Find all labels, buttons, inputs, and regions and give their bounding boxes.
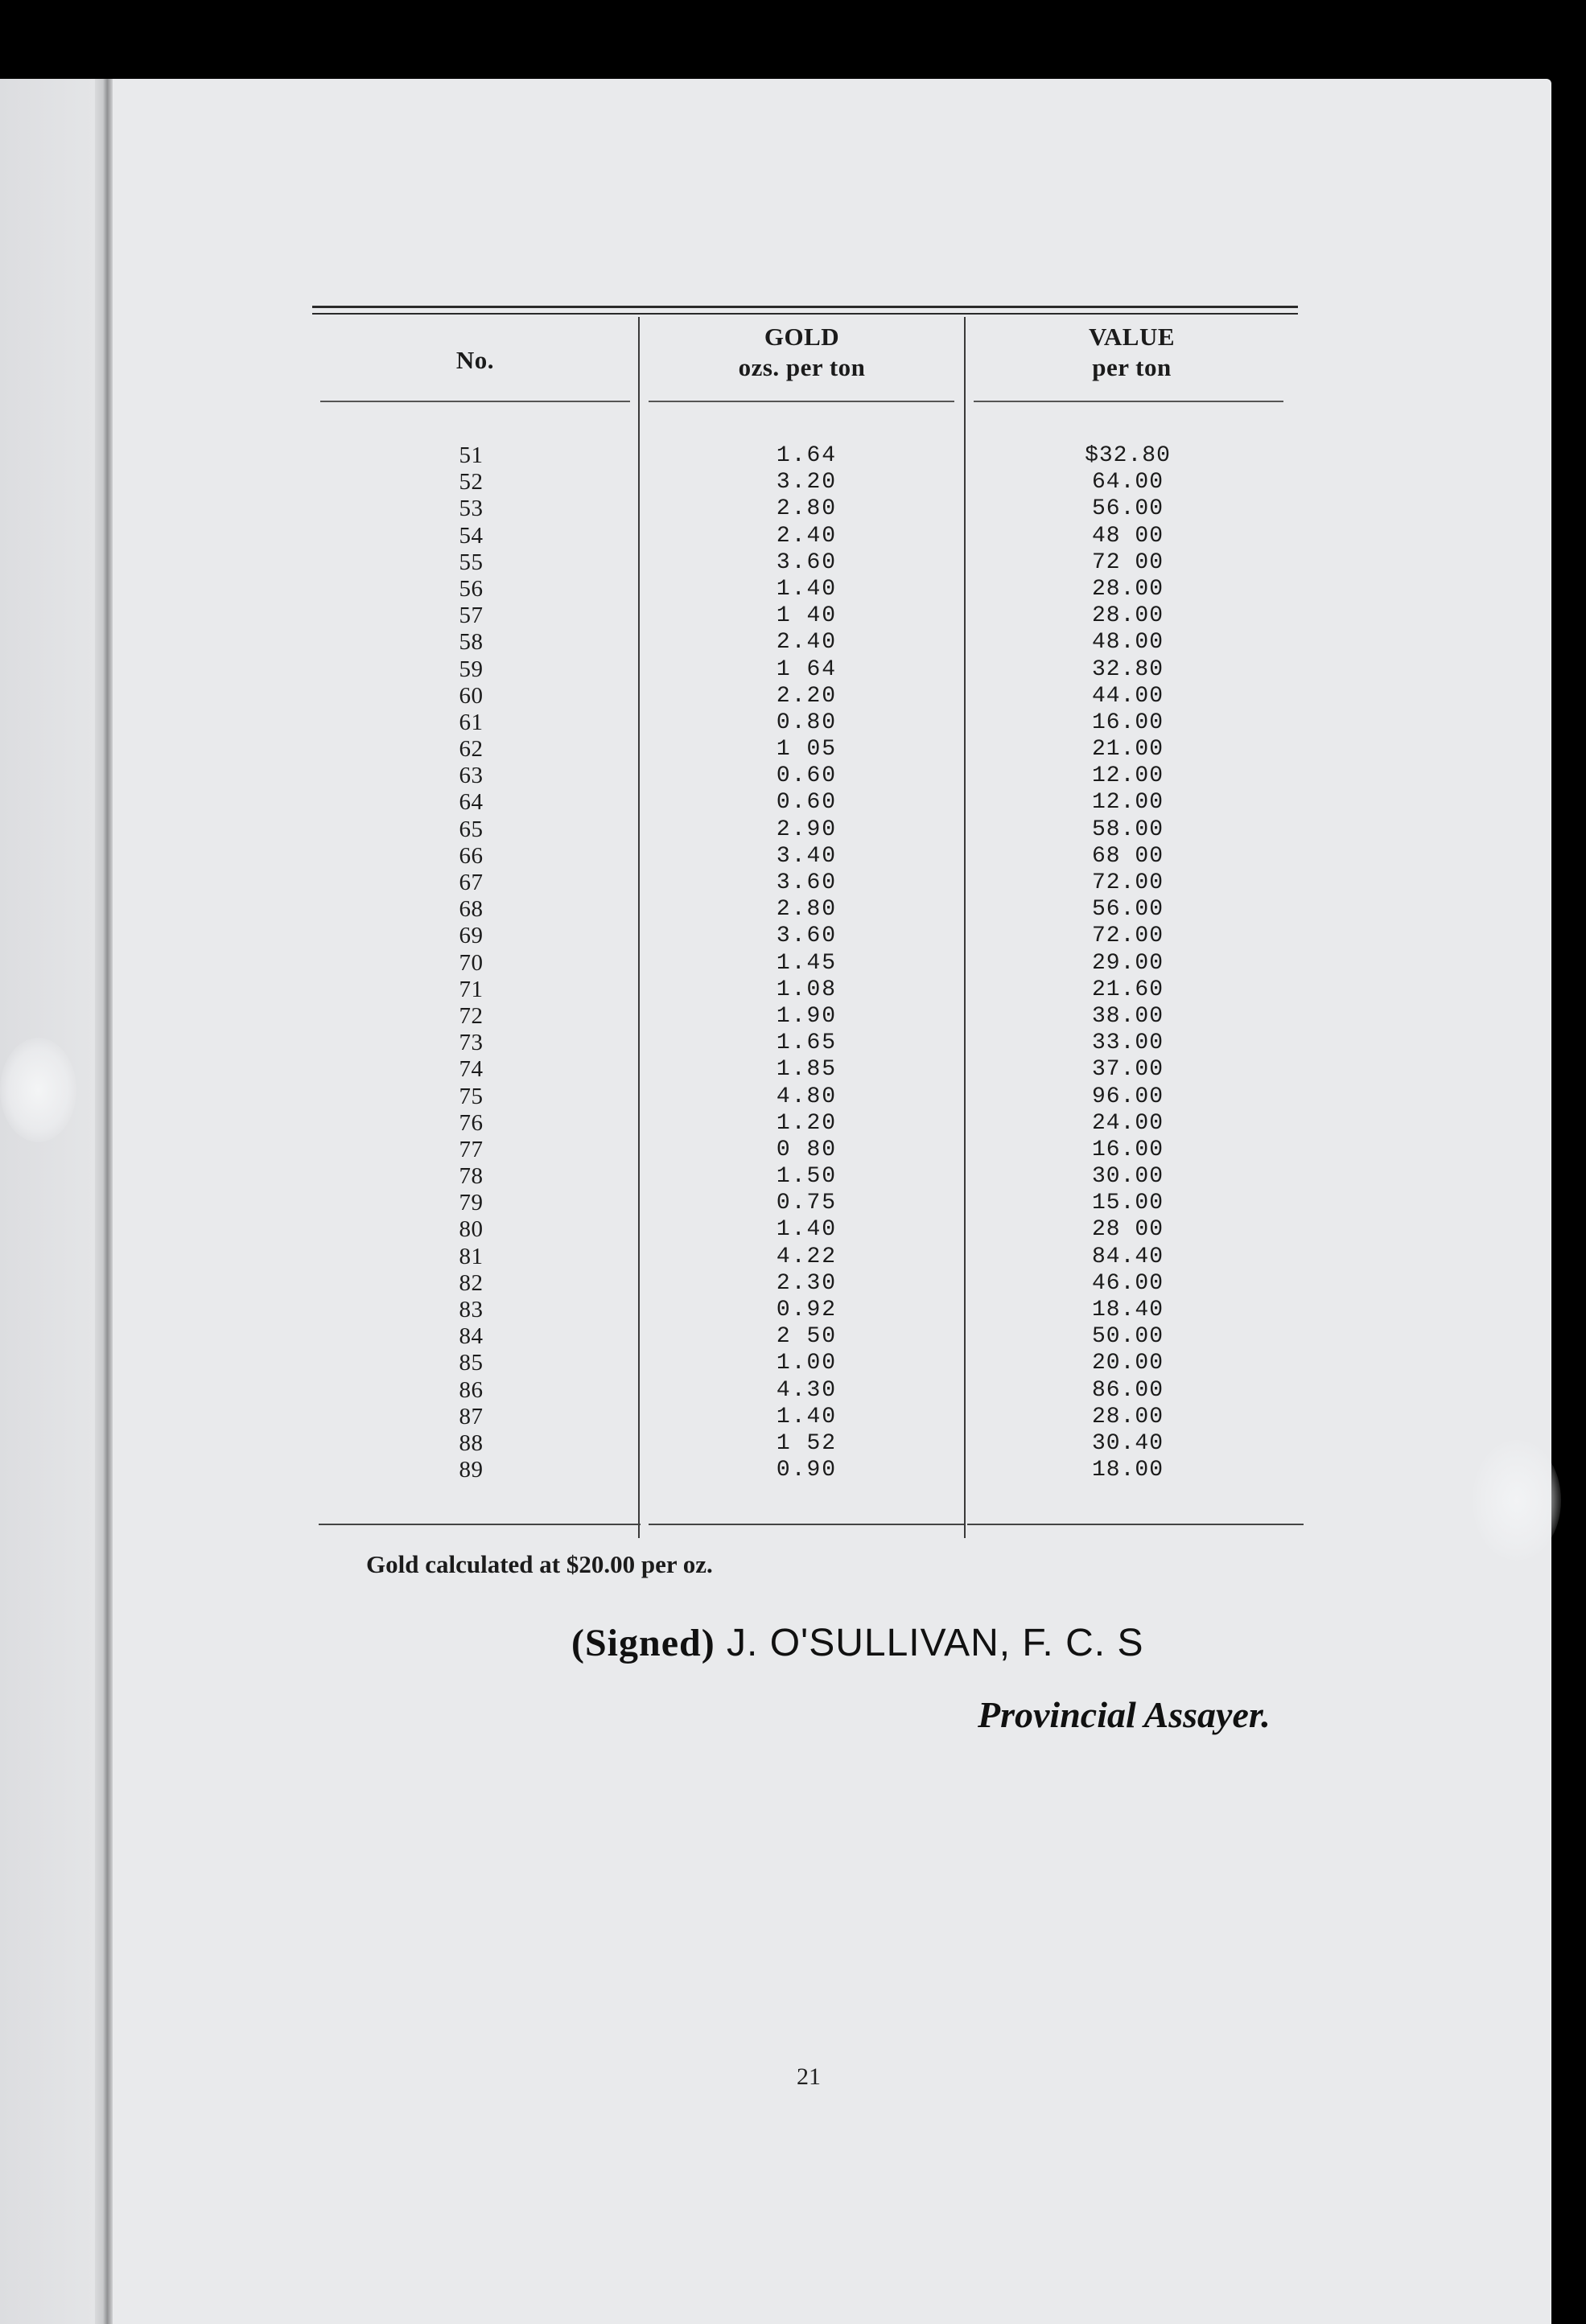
cell-no: 54: [459, 522, 484, 549]
cell-value: 58.00: [1091, 816, 1164, 842]
paper-stain: [1473, 1440, 1561, 1561]
cell-no: 64: [459, 789, 484, 816]
cell-value: 24.00: [1091, 1110, 1164, 1136]
cell-no: 86: [459, 1376, 484, 1403]
cell-value: 72.00: [1091, 923, 1164, 949]
cell-value: 30.40: [1091, 1430, 1164, 1456]
cell-no: 73: [459, 1030, 484, 1056]
cell-gold: 0.92: [776, 1298, 838, 1322]
cell-gold: 1.08: [776, 977, 838, 1002]
cell-no: 68: [459, 896, 484, 923]
cell-value: 28.00: [1091, 576, 1164, 602]
cell-value: 12.00: [1091, 763, 1164, 789]
cell-gold: 2 50: [776, 1324, 838, 1350]
table-row: [312, 1056, 1298, 1083]
cell-value: 64.00: [1091, 470, 1164, 496]
table-row: [312, 549, 1298, 576]
cell-value: 20.00: [1091, 1351, 1164, 1376]
table-row: [312, 1110, 1298, 1137]
assay-table: [312, 306, 1302, 1528]
cell-value: 37.00: [1091, 1057, 1164, 1083]
cell-no: 58: [459, 629, 484, 656]
header-no: [312, 322, 638, 398]
cell-gold: 0.90: [776, 1458, 838, 1483]
table-row: [312, 683, 1298, 710]
cell-value: 16.00: [1091, 1137, 1164, 1162]
cell-no: 80: [459, 1216, 484, 1243]
signature-line: [571, 1621, 1143, 1665]
table-row: [312, 789, 1298, 816]
table-row: [312, 1003, 1298, 1030]
cell-gold: 1.45: [776, 950, 838, 976]
table-row: [312, 977, 1298, 1003]
table-row: [312, 870, 1298, 896]
signed-label: (Signed): [571, 1622, 715, 1664]
cell-value: 72.00: [1091, 870, 1164, 895]
signatory-name: J. O'SULLIVAN, F. C. S: [727, 1622, 1144, 1664]
cell-no: 88: [459, 1429, 484, 1456]
table-row: [312, 736, 1298, 763]
cell-gold: 1 52: [776, 1430, 838, 1456]
cell-gold: 2.40: [776, 523, 838, 549]
cell-gold: 2.20: [776, 683, 838, 709]
cell-gold: 0.60: [776, 763, 838, 789]
cell-no: 75: [459, 1083, 484, 1109]
cell-no: 53: [459, 496, 484, 522]
cell-value: 15.00: [1091, 1191, 1164, 1216]
cell-value: 84.40: [1091, 1244, 1164, 1269]
cell-gold: 1 05: [776, 737, 838, 763]
cell-value: 50.00: [1091, 1324, 1164, 1350]
cell-no: 79: [459, 1190, 484, 1216]
cell-value: 38.00: [1091, 1003, 1164, 1029]
cell-no: 56: [459, 575, 484, 602]
cell-value: 86.00: [1091, 1377, 1164, 1403]
cell-no: 59: [459, 656, 484, 682]
cell-value: 28 00: [1091, 1217, 1164, 1243]
cell-no: 82: [459, 1269, 484, 1296]
table-row: [312, 763, 1298, 789]
header-gold-title: GOLD: [764, 323, 840, 351]
cell-no: 84: [459, 1323, 484, 1350]
table-row: [312, 1430, 1298, 1457]
table-row: [312, 1323, 1298, 1350]
header-value-title: VALUE: [1088, 323, 1176, 351]
table-row: [312, 950, 1298, 977]
cell-value: 72 00: [1091, 549, 1164, 575]
cell-value: 29.00: [1091, 950, 1164, 976]
table-row: [312, 1377, 1298, 1404]
cell-value: 28.00: [1091, 603, 1164, 629]
cell-value: 33.00: [1091, 1030, 1164, 1056]
table-row: [312, 496, 1298, 522]
cell-gold: 1.64: [776, 443, 838, 468]
table-row: [312, 816, 1298, 843]
cell-gold: 4.22: [776, 1244, 838, 1269]
cell-gold: 3.60: [776, 549, 838, 575]
table-row: [312, 1163, 1298, 1190]
table-row: [312, 656, 1298, 683]
cell-gold: 3.60: [776, 923, 838, 949]
header-gold-unit: ozs. per ton: [738, 353, 866, 381]
cell-no: 71: [459, 976, 484, 1002]
cell-no: 89: [459, 1457, 484, 1483]
header-rule: [649, 401, 954, 402]
cell-value: 56.00: [1091, 897, 1164, 923]
table-row: [312, 923, 1298, 949]
table-row: [312, 523, 1298, 549]
table-row: [312, 629, 1298, 656]
cell-no: 78: [459, 1163, 484, 1190]
cell-gold: 2.40: [776, 630, 838, 656]
cell-value: 48.00: [1091, 630, 1164, 656]
table-row: [312, 710, 1298, 736]
table-bottom-rule: [967, 1524, 1304, 1525]
cell-gold: 0 80: [776, 1137, 838, 1162]
header-rule: [320, 401, 630, 402]
cell-gold: 1.00: [776, 1351, 838, 1376]
cell-no: 77: [459, 1136, 484, 1162]
cell-value: 96.00: [1091, 1084, 1164, 1109]
table-top-rule: [312, 306, 1298, 308]
cell-value: 21.60: [1091, 977, 1164, 1002]
header-value: [966, 322, 1298, 398]
table-bottom-rule: [319, 1524, 641, 1525]
cell-value: 28.00: [1091, 1404, 1164, 1429]
cell-gold: 1.65: [776, 1030, 838, 1056]
cell-value: 32.80: [1091, 656, 1164, 682]
cell-gold: 2.90: [776, 816, 838, 842]
header-rule: [974, 401, 1283, 402]
cell-no: 55: [459, 549, 484, 575]
cell-gold: 1 40: [776, 603, 838, 629]
cell-gold: 1.40: [776, 1404, 838, 1429]
cell-value: 12.00: [1091, 790, 1164, 816]
cell-gold: 2.30: [776, 1270, 838, 1296]
cell-no: 87: [459, 1403, 484, 1429]
cell-no: 76: [459, 1109, 484, 1136]
table-row: [312, 1457, 1298, 1483]
table-row: [312, 1216, 1298, 1243]
cell-no: 62: [459, 736, 484, 763]
cell-value: 68 00: [1091, 843, 1164, 869]
cell-gold: 3.20: [776, 470, 838, 496]
table-row: [312, 1404, 1298, 1430]
cell-gold: 4.30: [776, 1377, 838, 1403]
cell-gold: 0.80: [776, 710, 838, 735]
table-row: [312, 1084, 1298, 1110]
table-row: [312, 1297, 1298, 1323]
signatory-title: Provincial Assayer.: [978, 1694, 1271, 1735]
cell-value: 18.00: [1091, 1458, 1164, 1483]
table-row: [312, 576, 1298, 603]
cell-gold: 2.80: [776, 496, 838, 522]
cell-no: 51: [459, 442, 484, 468]
cell-value: $32.80: [1085, 443, 1171, 468]
table-row: [312, 1270, 1298, 1297]
cell-no: 72: [459, 1002, 484, 1029]
table-body: [312, 442, 1298, 1483]
table-row: [312, 1190, 1298, 1216]
cell-value: 21.00: [1091, 737, 1164, 763]
cell-no: 65: [459, 816, 484, 842]
binding-gutter: [95, 79, 113, 2324]
cell-no: 63: [459, 763, 484, 789]
cell-no: 67: [459, 870, 484, 895]
cell-gold: 1.85: [776, 1057, 838, 1083]
table-row: [312, 1137, 1298, 1163]
cell-value: 16.00: [1091, 710, 1164, 735]
paper-stain: [0, 1038, 76, 1142]
cell-value: 46.00: [1091, 1270, 1164, 1296]
cell-no: 81: [459, 1243, 484, 1269]
cell-no: 70: [459, 949, 484, 976]
header-no-label: No.: [455, 346, 495, 374]
cell-gold: 3.40: [776, 843, 838, 869]
table-top-rule: [312, 313, 1298, 315]
cell-no: 69: [459, 923, 484, 949]
cell-gold: 3.60: [776, 870, 838, 895]
cell-no: 66: [459, 842, 484, 869]
table-row: [312, 896, 1298, 923]
page-number: 21: [797, 2063, 821, 2090]
cell-value: 56.00: [1091, 496, 1164, 522]
cell-value: 18.40: [1091, 1298, 1164, 1322]
cell-value: 44.00: [1091, 683, 1164, 709]
cell-gold: 1.90: [776, 1003, 838, 1029]
table-row: [312, 603, 1298, 629]
cell-gold: 1.40: [776, 1217, 838, 1243]
cell-no: 74: [459, 1056, 484, 1083]
table-row: [312, 1244, 1298, 1270]
table-row: [312, 469, 1298, 496]
cell-gold: 2.80: [776, 897, 838, 923]
footnote: Gold calculated at $20.00 per oz.: [366, 1550, 713, 1578]
cell-no: 85: [459, 1350, 484, 1376]
cell-no: 52: [459, 469, 484, 496]
cell-no: 60: [459, 682, 484, 709]
cell-no: 57: [459, 603, 484, 629]
cell-no: 83: [459, 1297, 484, 1322]
header-value-unit: per ton: [1092, 353, 1172, 381]
cell-no: 61: [459, 709, 484, 735]
table-row: [312, 843, 1298, 870]
table-row: [312, 1030, 1298, 1056]
cell-value: 48 00: [1091, 523, 1164, 549]
table-row: [312, 442, 1298, 469]
table-row: [312, 1350, 1298, 1376]
cell-gold: 1.40: [776, 576, 838, 602]
cell-gold: 4.80: [776, 1084, 838, 1109]
cell-gold: 1 64: [776, 656, 838, 682]
table-bottom-rule: [649, 1524, 964, 1525]
cell-value: 30.00: [1091, 1164, 1164, 1190]
cell-gold: 1.50: [776, 1164, 838, 1190]
facing-page-edge: [0, 79, 95, 2324]
cell-gold: 1.20: [776, 1110, 838, 1136]
header-gold: [640, 322, 964, 398]
cell-gold: 0.75: [776, 1191, 838, 1216]
cell-gold: 0.60: [776, 790, 838, 816]
